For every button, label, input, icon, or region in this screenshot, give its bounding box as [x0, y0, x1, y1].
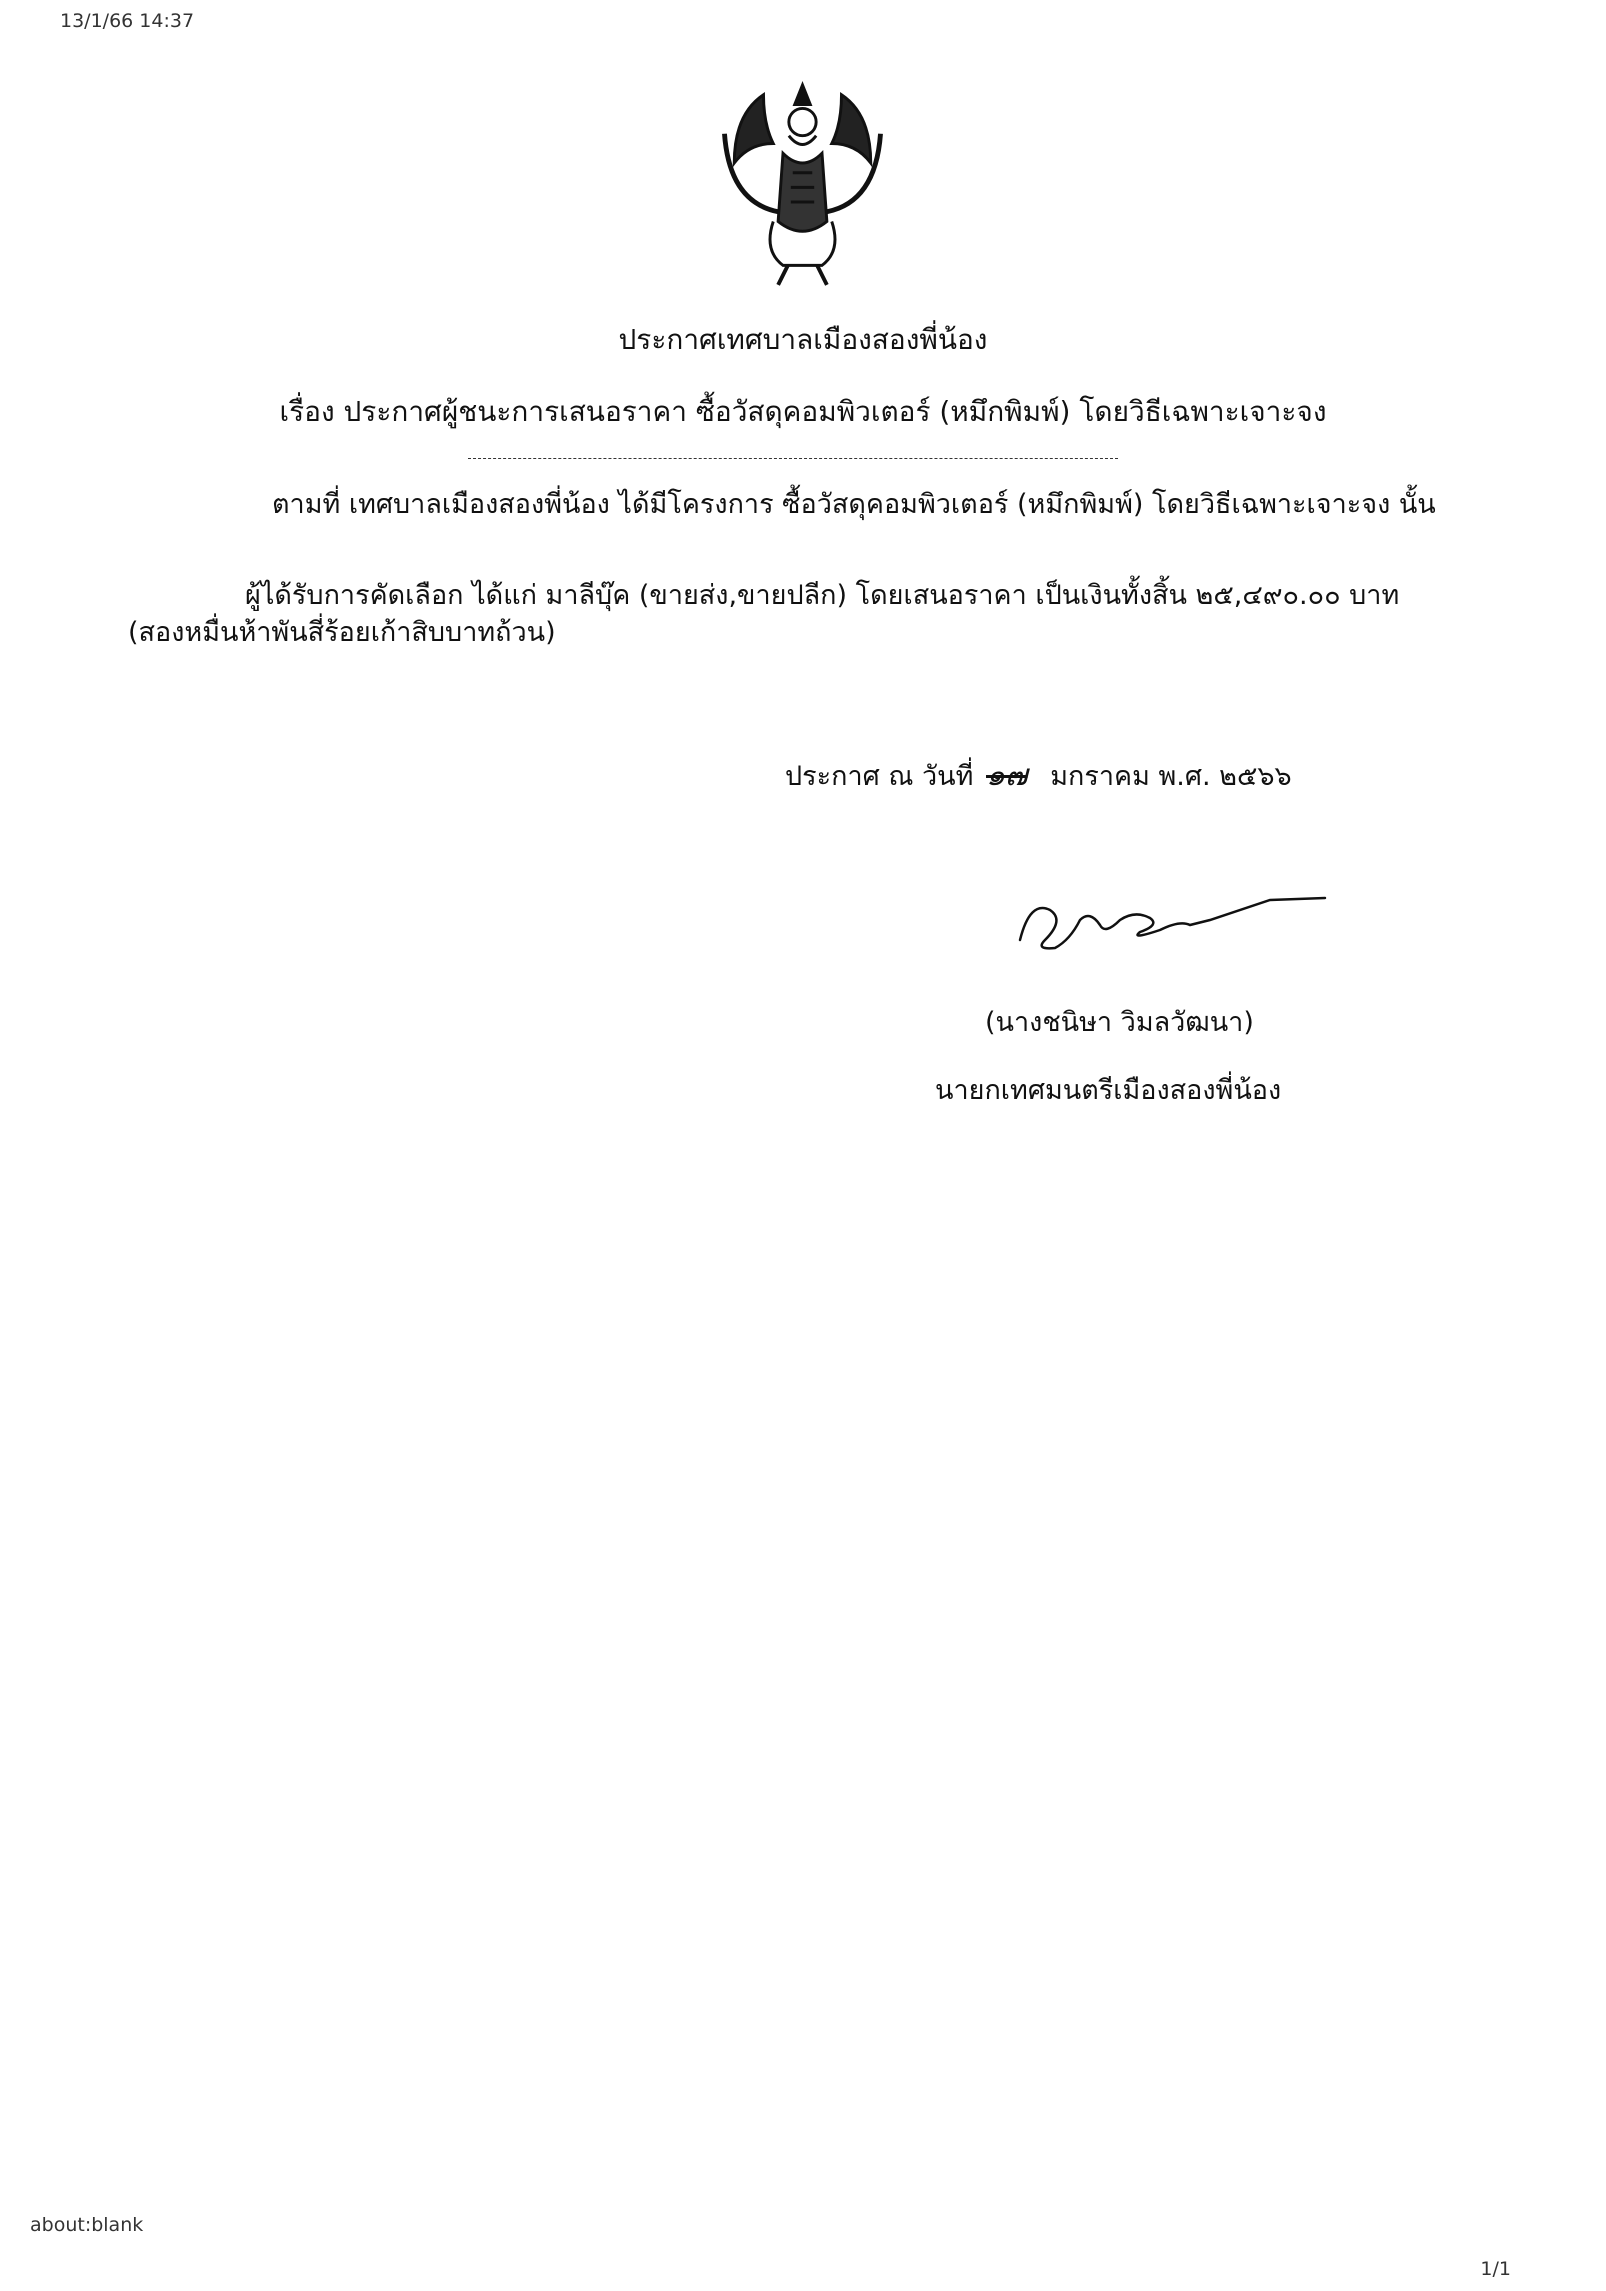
document-title: ประกาศเทศบาลเมืองสองพี่น้อง: [618, 323, 988, 356]
paragraph-line-3: (สองหมื่นห้าพันสี่ร้อยเก้าสิบบาทถ้วน): [128, 617, 556, 648]
subject-label: เรื่อง: [279, 395, 335, 428]
subject-text: ประกาศผู้ชนะการเสนอราคา ซื้อวัสดุคอมพิวเตอร์ (หมึกพิมพ์) โดยวิธีเฉพาะเจาะจง: [343, 395, 1327, 428]
print-timestamp: 13/1/66 14:37: [60, 10, 195, 32]
paragraph-line-2: ผู้ได้รับการคัดเลือก ได้แก่ มาลีบุ๊ค (ขายส่ง,ขายปลีก) โดยเสนอราคา เป็นเงินทั้งสิ้น ๒๕,๔๙๐.๐๐ บาท: [245, 580, 1400, 611]
paragraph-line-1: ตามที่ เทศบาลเมืองสองพี่น้อง ได้มีโครงการ ซื้อวัสดุคอมพิวเตอร์ (หมึกพิมพ์) โดยวิธีเฉพาะเจาะจง นั้น: [272, 489, 1436, 520]
document-subject: [0, 390, 1606, 434]
announcement-date: [785, 752, 1292, 799]
date-day-handwritten: ๑๗: [986, 758, 1028, 793]
dashed-divider: [468, 458, 1118, 459]
date-suffix: มกราคม พ.ศ. ๒๕๖๖: [1050, 761, 1292, 792]
garuda-emblem-icon: [705, 75, 900, 290]
signer-title: นายกเทศมนตรีเมืองสองพี่น้อง: [935, 1075, 1282, 1106]
print-page-number: 1/1: [1480, 2258, 1511, 2280]
date-prefix: ประกาศ ณ วันที่: [785, 761, 974, 792]
signer-name: (นางชนิษา วิมลวัฒนา): [985, 1007, 1254, 1038]
handwritten-signature: [1010, 870, 1330, 960]
print-footer-url: about:blank: [30, 2214, 144, 2236]
